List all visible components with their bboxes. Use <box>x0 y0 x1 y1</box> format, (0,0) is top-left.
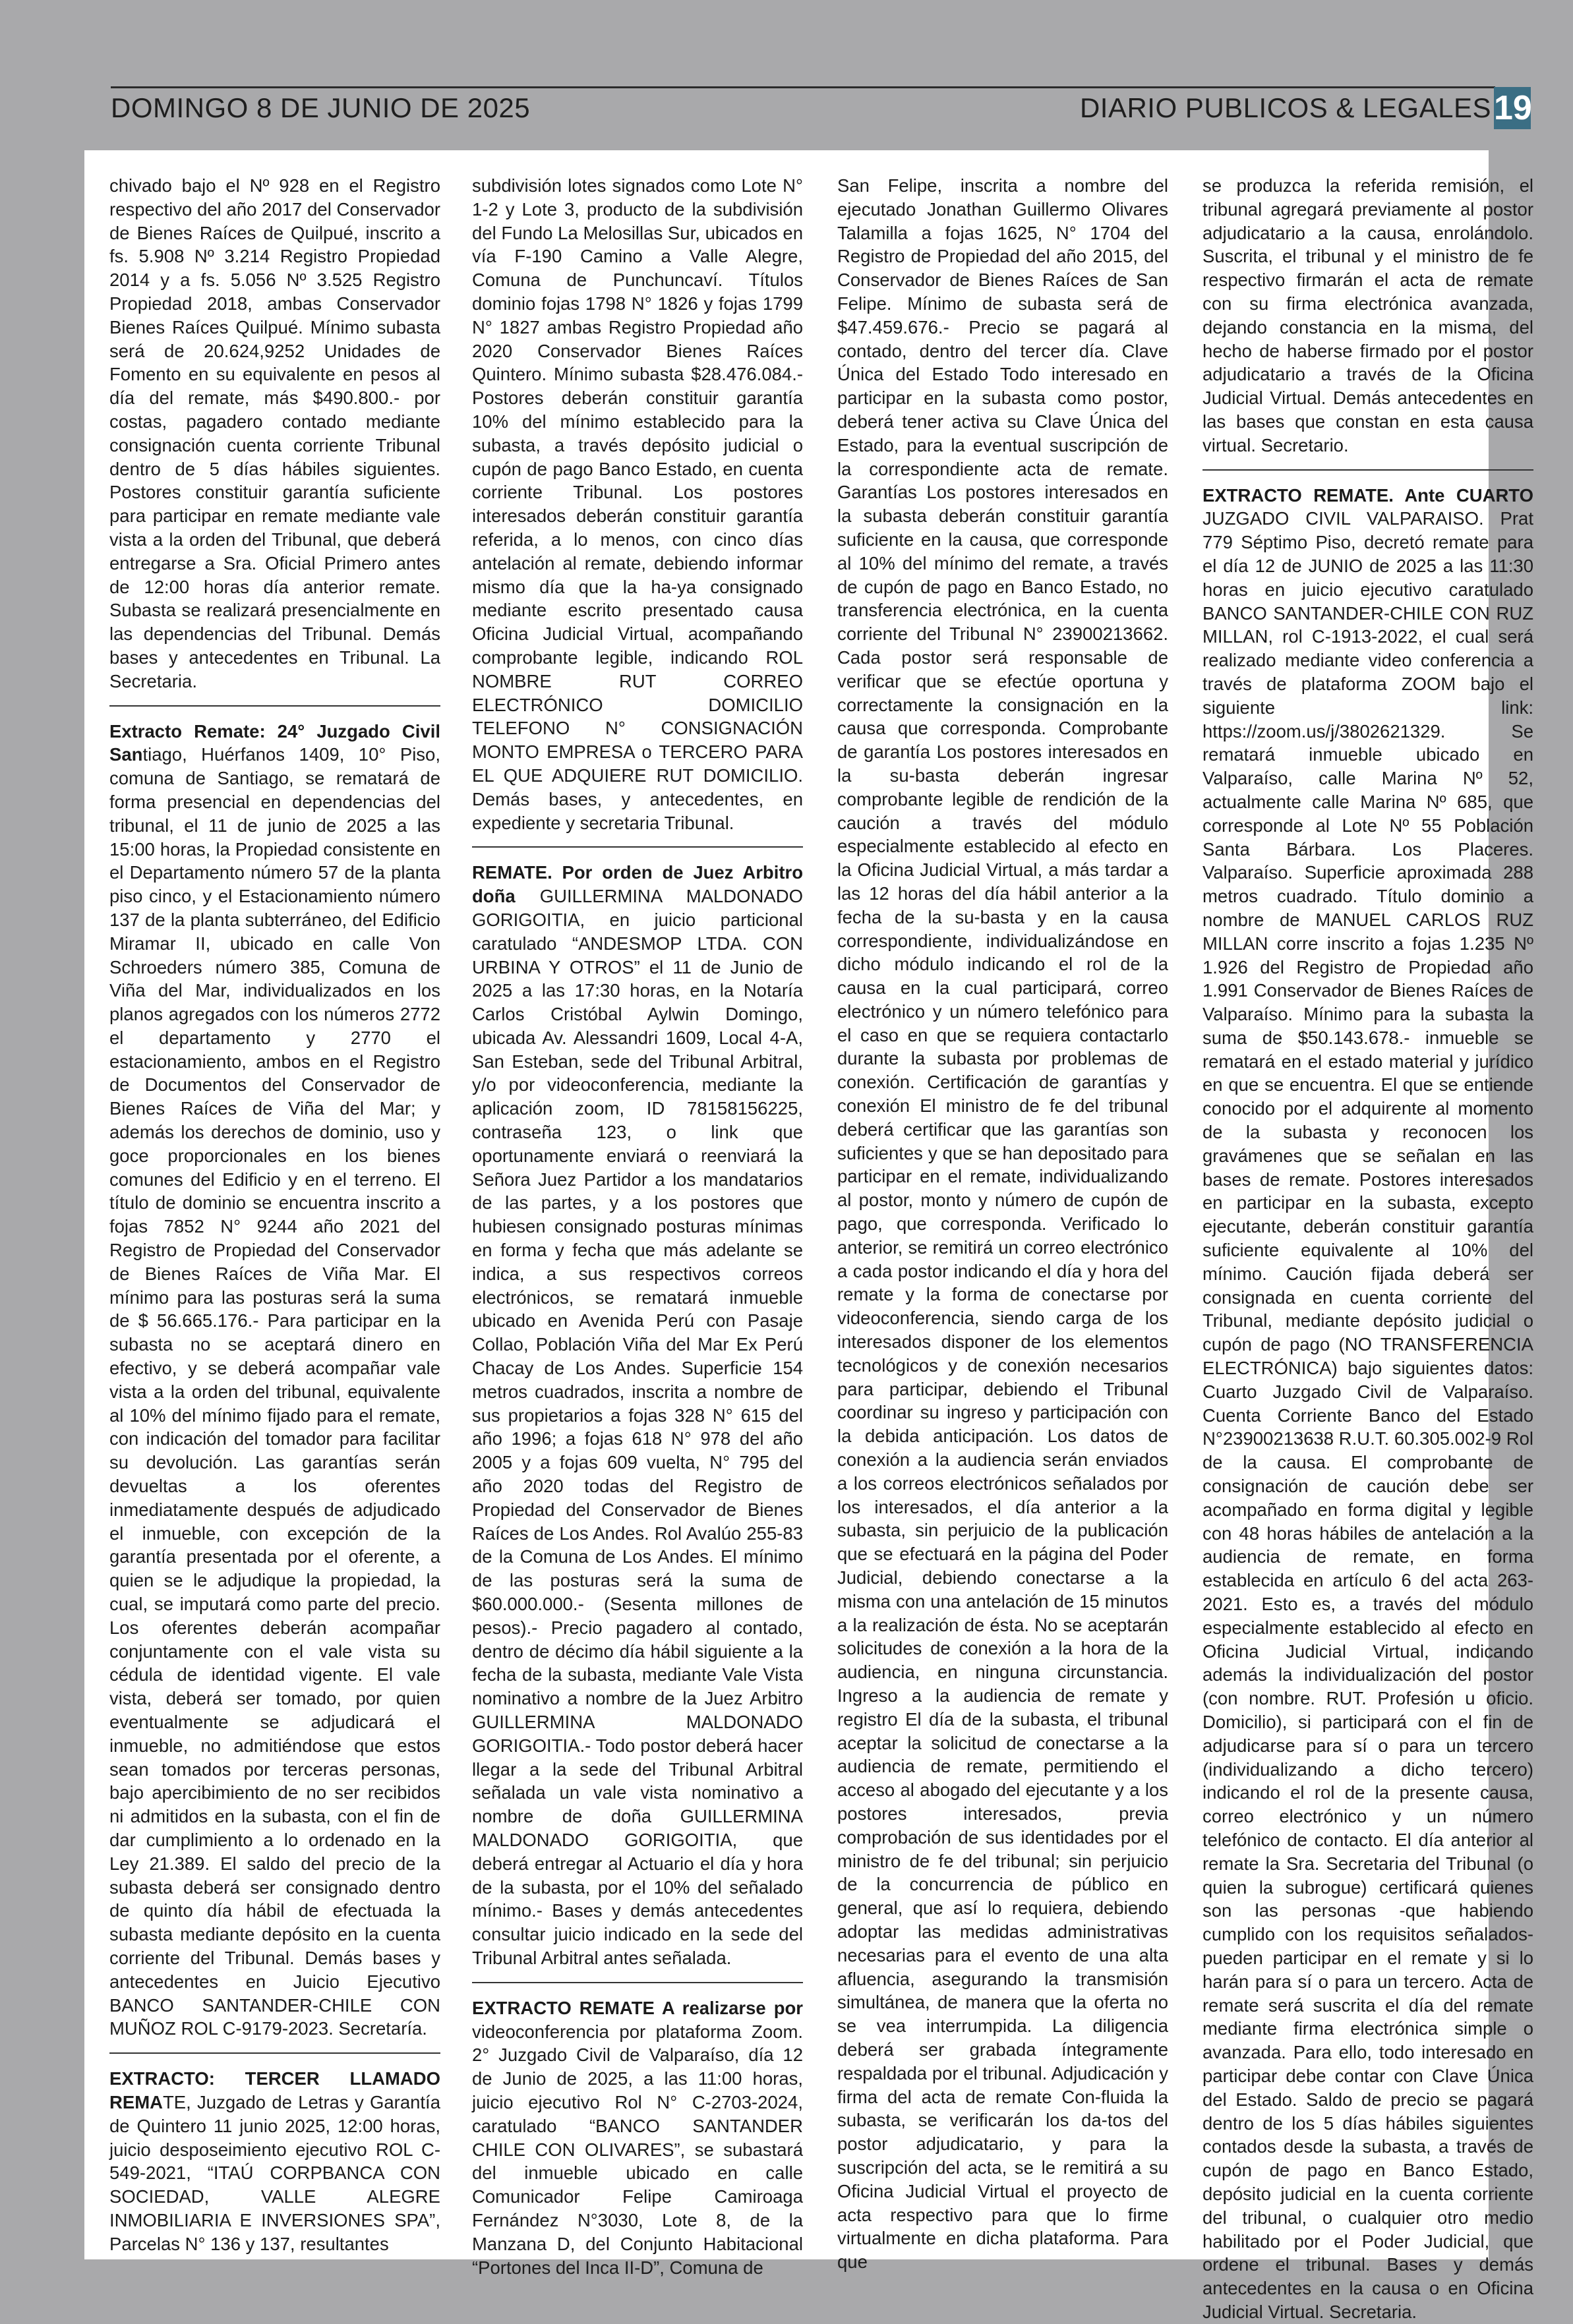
notice-body: GUILLERMINA MALDONADO GORIGOITIA, en juicio particional caratulado “ANDESMOP LTDA. CON URBINA Y OTROS” el 11 de Junio de 2025 a las 17:30 horas, en la Notaría Carlos Cristóbal Aylwin Domingo, ubicada Av. Alessandri 1609, Local 4-A, San Esteban, sede del Tribunal Arbitral, y/o por videoconferencia, mediante la aplicación zoom, ID 78158156225, contraseña 123, o link que oportunamente enviará o reenviará la Señora Juez Partidor a los mandatarios de las partes, y a los postores que hubiesen consignado posturas mínimas en forma y fecha que más adelante se indica, a sus respectivos correos electrónicos, se rematará inmueble ubicado en Avenida Perú con Pasaje Collao, Población Viña del Mar Ex Perú Chacay de Los Andes. Superficie 154 metros cuadrados, inscrita a nombre de sus propietarios a fojas 328 N° 615 del año 1996; a fojas 618 N° 978 del año 2005 y a fojas 609 vuelta, N° 795 del año 2020 todas del Registro de Propiedad del Conservador de Bienes Raíces de Los Andes. Rol Avalúo 255-83 de la Comuna de Los Andes. El mínimo de las posturas será la suma de $60.000.000.- (Sesenta millones de pesos).- Precio pagadero al contado, dentro de décimo día hábil siguiente a la fecha de la subasta, mediante Vale Vista nominativo a nombre de la Juez Arbitro GUILLERMINA MALDONADO GORIGOITIA.- Todo postor deberá hacer llegar a la sede del Tribunal Arbitral señalada un vale vista nominativo a nombre de doña GUILLERMINA MALDONADO GORIGOITIA, que deberá entregar al Actuario el día y hora de la subasta, por el 10% del señalado mínimo.- Bases y demás antecedentes consultar juicio indicado en la sede del Tribunal Arbitral antes señalada. <box>472 886 803 1968</box>
column-4 <box>1202 174 1533 2322</box>
page-content <box>84 150 1533 2322</box>
notice-body: tiago, Huérfanos 1409, 10° Piso, comuna de Santiago, se rematará de forma presencial en dependencias del tribunal, el 11 de junio de 2025 a las 15:00 horas, la Propiedad consistente en el Departamento número 57 de la planta piso cinco, y el Estacionamiento número 137 de la planta subterráneo, del Edificio Miramar II, ubicado en calle Von Schroeders número 385, Comuna de Viña del Mar, individualizados en los planos agregados con los números 2772 el departamento y 2770 el estacionamiento, ambos en el Registro de Documentos del Conservador de Bienes Raíces de Viña del Mar; y además los derechos de dominio, uso y goce proporcionales en los bienes comunes del Edificio y en el terreno. El título de dominio se encuentra inscrito a fojas 7852 N° 9244 año 2021 del Registro de Propiedad del Conservador de Bienes Raíces de Viña Mar. El mínimo para las posturas será la suma de $ 56.665.176.- Para participar en la subasta no se aceptará dinero en efectivo, y se deberá acompañar vale vista a la orden del tribunal, equivalente al 10% del mínimo fijado para el remate, con indicación del tomador para facilitar su devolución. Las garantías serán devueltas a los oferentes inmediatamente después de adjudicado el inmueble, con excepción de la garantía presentada por el oferente, a quien se le adjudique la propiedad, la cual, se imputará como parte del precio. Los oferentes deberán acompañar conjuntamente con el vale vista su cédula de identidad vigente. El vale vista, deberá ser tomado, por quien eventualmente se adjudicará el inmueble, no admitiéndose que estos sean tomados por terceras personas, bajo apercibimiento de no ser recibidos ni admitidos en la subasta, con el fin de dar cumplimiento a lo ordenado en la Ley 21.389. El saldo del precio de la subasta deberá ser consignado dentro de quinto día hábil de efectuada la subasta mediante depósito en la cuenta corriente del Tribunal. Demás bases y antecedentes en Juicio Ejecutivo BANCO SANTANDER-CHILE CON MUÑOZ ROL C-9179-2023. Secretaría. <box>109 744 440 2039</box>
notice-separator <box>109 2052 440 2054</box>
notice-body: chivado bajo el Nº 928 en el Registro respectivo del año 2017 del Conservador de Bienes Raíces de Quilpué, inscrito a fs. 5.908 Nº 3.214 Registro Propiedad 2014 y a fs. 5.056 Nº 3.525 Registro Propiedad 2018, ambas Conservador Bienes Raíces Quilpué. Mínimo subasta será de 20.624,9252 Unidades de Fomento en su equivalente en pesos al día del remate, más $490.800.- por costas, pagadero contado mediante consignación cuenta corriente Tribunal dentro de 5 días hábiles siguientes. Postores constituir garantía suficiente para participar en remate mediante vale vista a la orden del Tribunal, que deberá entregarse a Sra. Oficial Primero antes de 12:00 horas día anterior remate. Subasta se realizará presencialmente en las dependencias del Tribunal. Demás bases y antecedentes en Tribunal. La Secretaria. <box>109 175 440 691</box>
notice-heading: EXTRACTO REMATE A realizarse por <box>472 1997 803 2018</box>
legal-notice <box>472 174 803 834</box>
notice-body: San Felipe, inscrita a nombre del ejecutado Jonathan Guillermo Olivares Talamilla a fojas 1625, N° 1704 del Registro de Propiedad del año 2015, del Conservador de Bienes Raíces de San Felipe. Mínimo de subasta será de $47.459.676.- Precio se pagará al contado, dentro del tercer día. Clave Única del Estado Todo interesado en participar en la subasta como postor, deberá tener activa su Clave Única del Estado, para la eventual suscripción de la correspondiente acta de remate. Garantías Los postores interesados en la subasta deberán constituir garantía suficiente en la causa, que corresponde al 10% del mínimo del remate, a través de cupón de pago en Banco Estado, no transferencia electrónica, en la cuenta corriente del Tribunal N° 23900213662. Cada postor será responsable de verificar que se efectúe oportuna y correctamente la consignación en la causa que corresponda. Comprobante de garantía Los postores interesados en la su-basta deberán ingresar comprobante legible de rendición de la caución a través del módulo especialmente establecido al efecto en la Oficina Judicial Virtual, a más tardar a las 12 horas del día hábil anterior a la fecha de la su-basta y en la causa correspondiente, individualizándose en dicho módulo indicando el rol de la causa en la cual participará, correo electrónico y un número telefónico para el caso en que se requiera contactarlo durante la subasta por problemas de conexión. Certificación de garantías y conexión El ministro de fe del tribunal deberá certificar que las garantías son suficientes y que se han depositado para participar en el remate, individualizando al postor, monto y número de cupón de pago, que corresponda. Verificado lo anterior, se remitirá un correo electrónico a cada postor indicando el día y hora del remate y la forma de conectarse por videoconferencia, siendo carga de los interesados disponer de los elementos tecnológicos y de conexión necesarios para participar, debiendo el Tribunal coordinar su ingreso y participación con la debida anticipación. Los datos de conexión a la audiencia serán enviados a los correos electrónicos señalados por los interesados, el día anterior a la subasta, sin perjuicio de la publicación que se efectuará en la página del Poder Judicial, debiendo conectarse a la misma con una antelación de 15 minutos a la realización de ésta. No se aceptarán solicitudes de conexión a la hora de la audiencia, en ninguna circunstancia. Ingreso a la audiencia de remate y registro El día de la subasta, el tribunal aceptar la solicitud de conectarse a la audiencia de remate, permitiendo el acceso al abogado del ejecutante y a los postores interesados, previa comprobación de sus identidades por el ministro de fe del tribunal; sin perjuicio de la concurrencia de público en general, que así lo requiera, debiendo adoptar las medidas administrativas necesarias para el evento de una alta afluencia, asegurando la transmisión simultánea, de manera que la oferta no se vea interrumpida. La diligencia deberá ser grabada íntegramente respaldada por el tribunal. Adjudicación y firma del acta de remate Con-fluida la subasta, se verificarán los da-tos del postor adjudicatario, y para la suscripción del acta, se le remitirá a su Oficina Judicial Virtual el proyecto de acta respectivo para que lo firme virtualmente en dicha plataforma. Para que <box>837 175 1168 2273</box>
notice-body: subdivisión lotes signados como Lote N° 1-2 y Lote 3, producto de la subdivisión del Fundo La Melosillas Sur, ubicados en vía F-190 Camino a Valle Alegre, Comuna de Punchuncaví. Títulos dominio fojas 1798 N° 1826 y fojas 1799 N° 1827 ambas Registro Propiedad año 2020 Conservador Bienes Raíces Quintero. Mínimo subasta $28.476.084.- Postores deberán constituir garantía 10% del mínimo establecido para la subasta, a través depósito judicial o cupón de pago Banco Estado, en cuenta corriente Tribunal. Los postores interesados deberán constituir garantía referida, a lo menos, con cinco días antelación al remate, debiendo informar mismo día que la ha-ya consignado mediante escrito presentado causa Oficina Judicial Virtual, acompañando comprobante legible, indicando ROL NOMBRE RUT CORREO ELECTRÓNICO DOMICILIO TELEFONO N° CONSIGNACIÓN MONTO EMPRESA o TERCERO PARA EL QUE ADQUIERE RUT DOMICILIO. Demás bases, y antecedentes, en expediente y secretaria Tribunal. <box>472 175 803 833</box>
notice-body: se produzca la referida remisión, el tribunal agregará previamente al postor adjudicatario a la causa, enrolándolo. Suscrita, el tribunal y el ministro de fe respectivo firmarán el acta de remate con su firma electrónica avanzada, dejando constancia en la misma, del hecho de haberse firmado por el postor adjudicatario a través de la Oficina Judicial Virtual. Demás antecedentes en las bases que constan en esta causa virtual. Secretario. <box>1202 175 1533 455</box>
legal-notice <box>109 2067 440 2255</box>
header-rule <box>111 86 1495 88</box>
notice-heading: REMATE. Por orden de Juez Arbitro doña <box>472 862 803 907</box>
legal-notice <box>109 174 440 693</box>
legal-notice <box>472 1996 803 2280</box>
notice-body: JUZGADO CIVIL VALPARAISO. Prat 779 Séptimo Piso, decretó remate para el día 12 de JUNIO de 2025 a las 11:30 horas en juicio ejecutivo caratulado BANCO SANTANDER-CHILE CON RUZ MILLAN, rol C-1913-2022, el cual será realizado mediante video conferencia a través de plataforma ZOOM bajo el siguiente link: https://zoom.us/j/3802621329. Se rematará inmueble ubicado en Valparaíso, calle Marina Nº 52, actualmente calle Marina Nº 685, que corresponde al Lote Nº 55 Población Santa Bárbara. Los Placeres. Valparaíso. Superficie aproximada 288 metros cuadrado. Título dominio a nombre de MANUEL CARLOS RUZ MILLAN corre inscrito a fojas 1.235 Nº 1.926 del Registro de Propiedad año 1.991 Conservador de Bienes Raíces de Valparaíso. Mínimo para la subasta la suma de $50.143.678.- inmueble se rematará en el estado material y jurídico en que se encuentra. El que se entiende conocido por el adquirente al momento de la subasta y reconocen los gravámenes que se señalan en las bases de remate. Postores interesados en participar en la subasta, excepto ejecutante, deberán constituir garantía suficiente equivalente al 10% del mínimo. Caución fijada deberá ser consignada en cuenta corriente del Tribunal, mediante depósito judicial o cupón de pago (NO TRANSFERENCIA ELECTRÓNICA) bajo siguientes datos: Cuarto Juzgado Civil de Valparaíso. Cuenta Corriente Banco del Estado N°23900213638 R.U.T. 60.305.002-9 Rol de la causa. El comprobante de consignación de caución debe ser acompañado en forma digital y legible con 48 horas hábiles de antelación a la audiencia de remate, en forma establecida en artículo 6 del acta 263-2021. Esto es, a través del módulo especialmente establecido al efecto en Oficina Judicial Virtual, indicando además la individualización del postor (con nombre. RUT. Profesión u oficio. Domicilio), si participará con el fin de adjudicarse para sí o para un tercero (individualizando a dicho tercero) indicando el rol de la presente causa, correo electrónico y un número telefónico de contacto. El día anterior al remate la Sra. Secretaria del Tribunal (o quien la subrogue) certificará quienes son las personas -que habiendo cumplido con los requisitos señalados- pueden participar en el remate y si lo harán para sí o para un tercero. Acta de remate será suscrita el día del remate mediante firma electrónica simple o avanzada. Para ello, todo interesado en participar debe contar con Clave Única del Estado. Saldo de precio se pagará dentro de los 5 días hábiles siguientes contados desde la subasta, a través de cupón de pago en Banco Estado, depósito judicial en la cuenta corriente del tribunal, o cualquier otro medio habilitado por el Poder Judicial, que ordene el tribunal. Bases y demás antecedentes en la causa o en Oficina Judicial Virtual. Secretaria. <box>1202 508 1533 2322</box>
legal-notice <box>109 720 440 2041</box>
notice-separator <box>1202 469 1533 471</box>
page-number-badge: 19 <box>1494 87 1531 129</box>
notice-separator <box>109 705 440 707</box>
publication-title: DIARIO PUBLICOS & LEGALES <box>1079 92 1491 123</box>
notice-body: TE, Juzgado de Letras y Garantía de Quintero 11 junio 2025, 12:00 horas, juicio desposeimiento ejecutivo ROL C-549-2021, “ITAÚ CORPBANCA CON SOCIEDAD, VALLE ALEGRE INMOBILIARIA E INVERSIONES SPA”, Parcelas N° 136 y 137, resultantes <box>109 2091 440 2254</box>
issue-date: DOMINGO 8 DE JUNIO DE 2025 <box>111 92 531 123</box>
notice-separator <box>472 846 803 848</box>
column-3 <box>837 174 1168 2273</box>
legal-notice <box>1202 484 1533 2324</box>
column-2 <box>472 174 803 2278</box>
notice-heading: Extracto Remate: 24° Juzgado Civil San <box>109 720 440 765</box>
notice-separator <box>472 1982 803 1983</box>
notice-body: videoconferencia por plataforma Zoom. 2° Juzgado Civil de Valparaíso, día 12 de Junio de 2025, a las 11:00 horas, juicio ejecutivo Rol N° C-2703-2024, caratulado “BANCO SANTANDER CHILE CON OLIVARES”, se subastará del inmueble ubicado en calle Comunicador Felipe Camiroaga Fernández N°3030, Lote 8, de la Manzana D, del Conjunto Habitacional “Portones del Inca II-D”, Comuna de <box>472 2021 803 2278</box>
notice-heading: EXTRACTO REMATE. Ante CUARTO <box>1202 484 1533 506</box>
legal-notice <box>472 861 803 1969</box>
notice-heading: EXTRACTO: TERCER LLAMADO REMA <box>109 2068 440 2112</box>
column-1 <box>109 174 440 2254</box>
legal-notice <box>1202 174 1533 457</box>
legal-notice <box>837 174 1168 2274</box>
